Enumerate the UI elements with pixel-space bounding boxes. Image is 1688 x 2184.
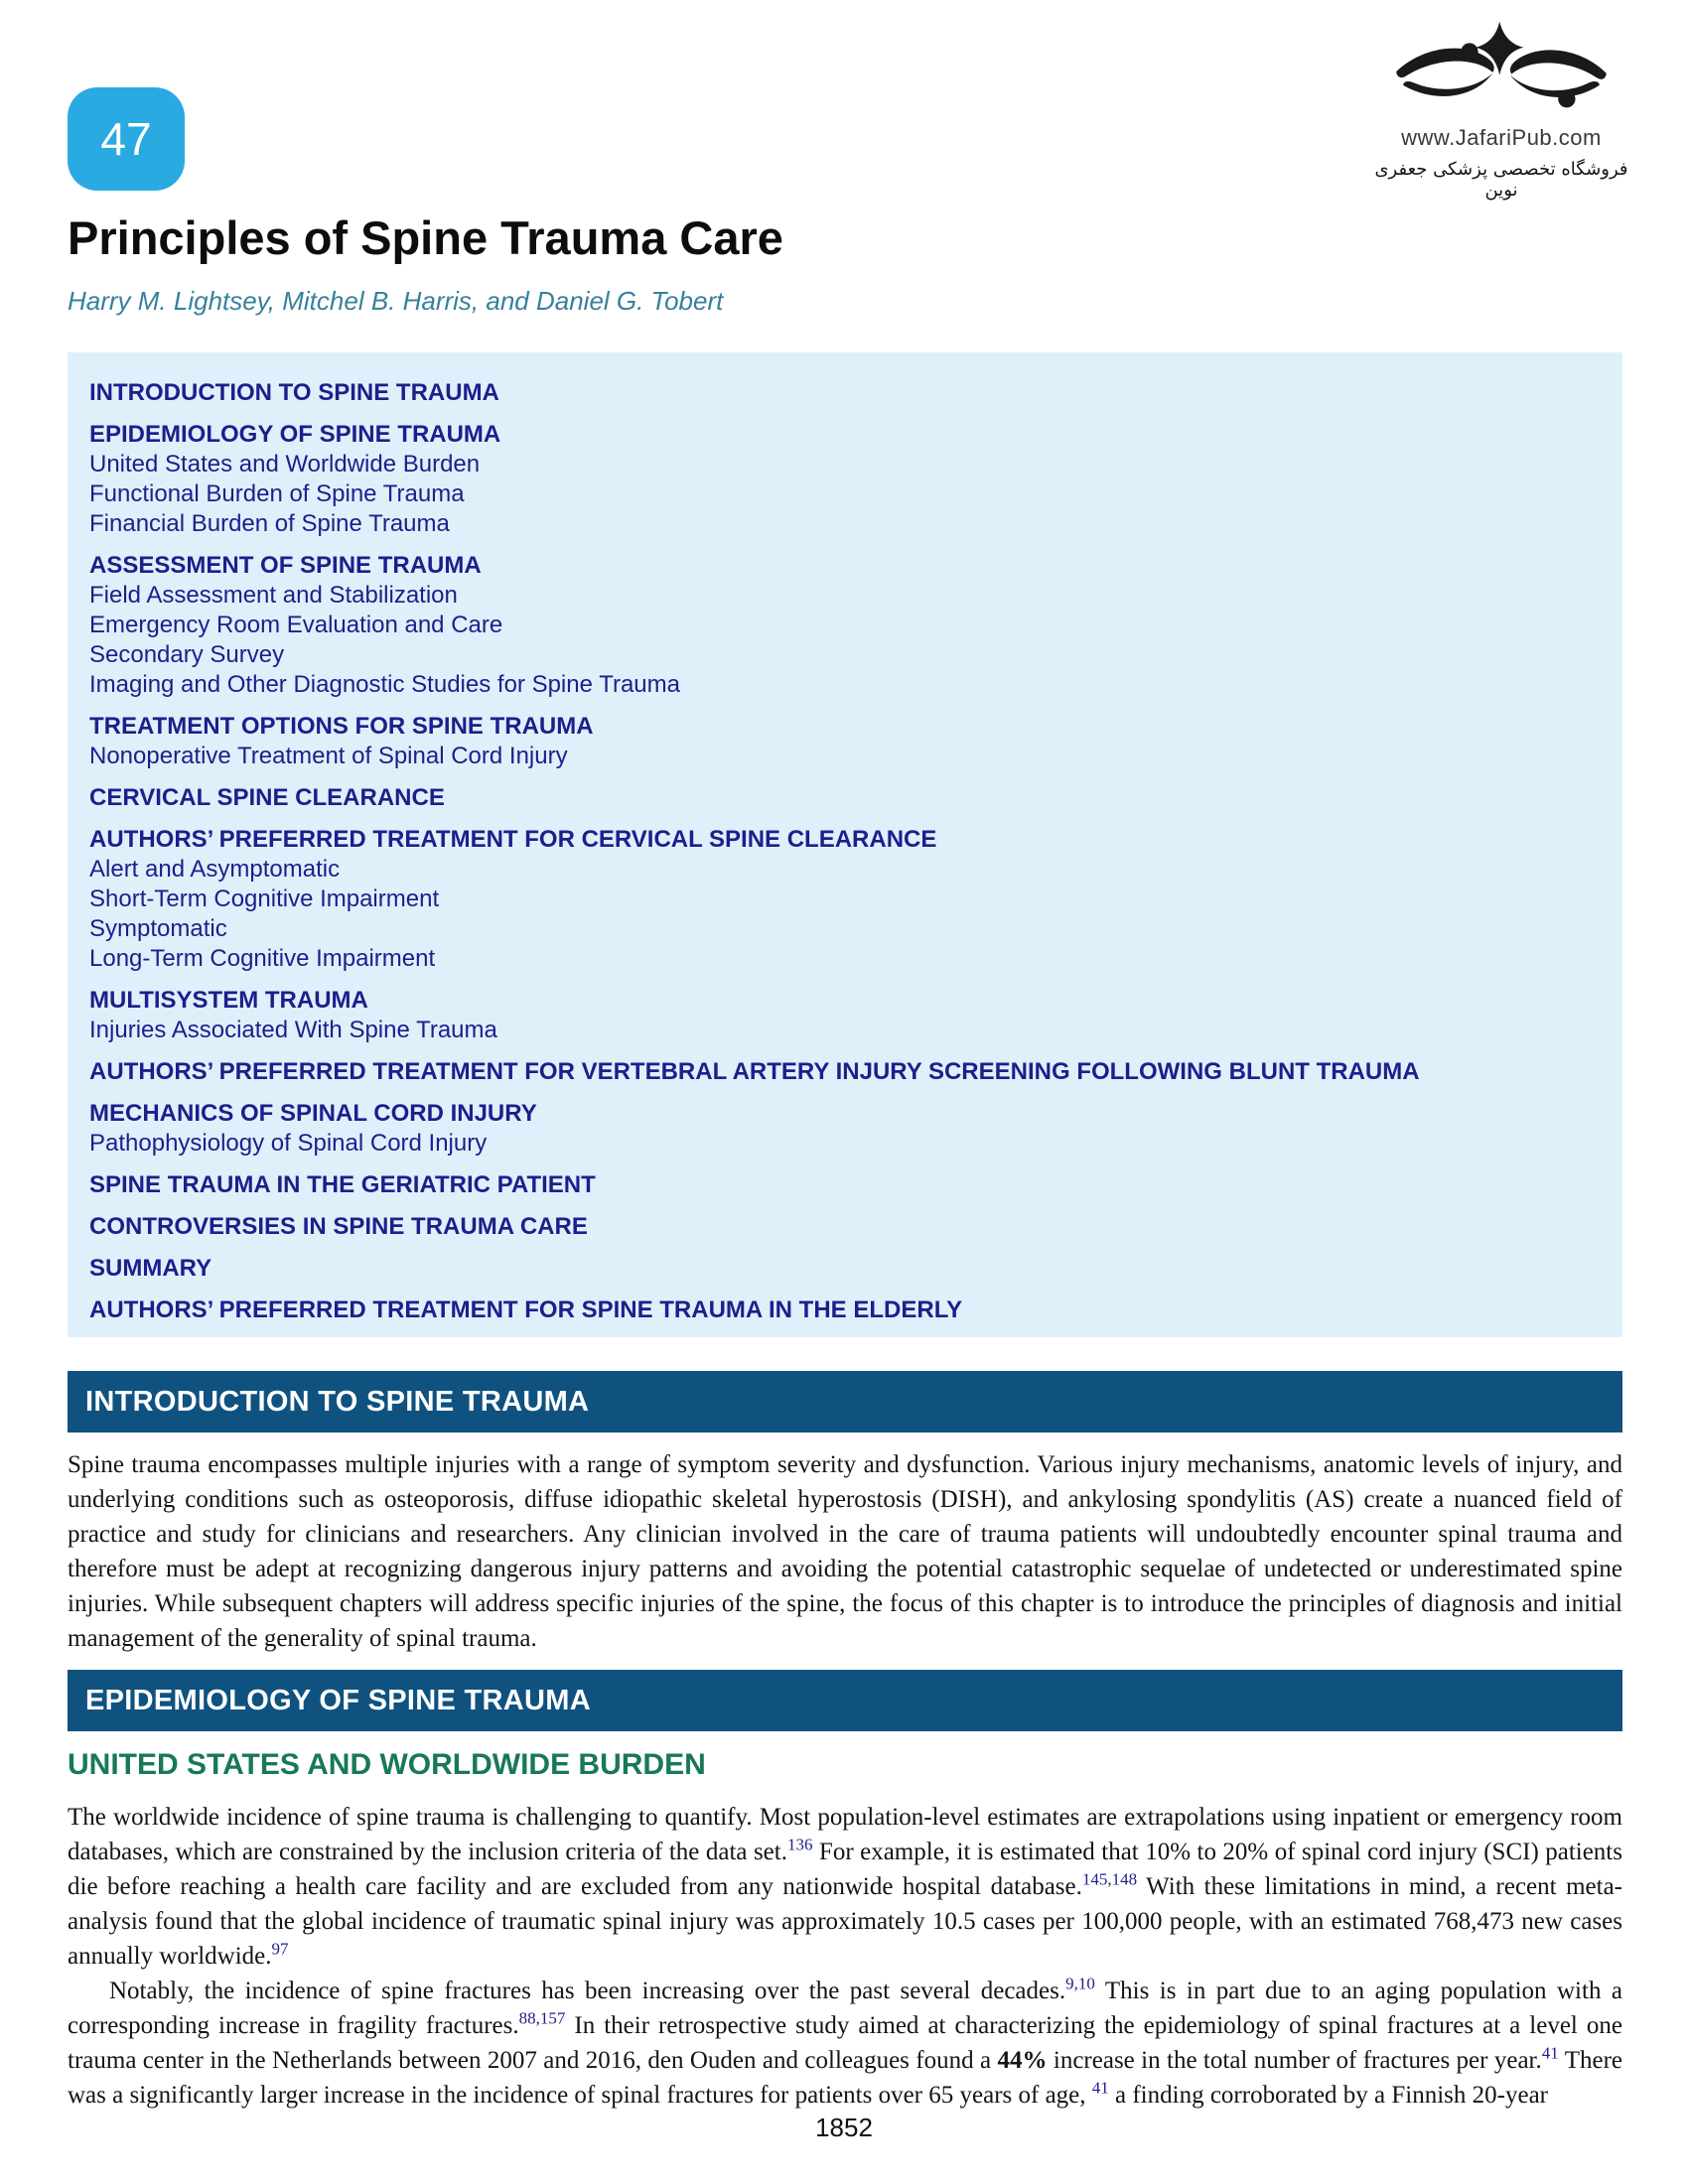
toc-heading: CONTROVERSIES IN SPINE TRAUMA CARE [89,1213,588,1240]
toc-heading: SPINE TRAUMA IN THE GERIATRIC PATIENT [89,1171,596,1198]
toc-group [89,1057,1601,1087]
text-run: The worldwide incidence of spine trauma is challenging to quantify. Most population-level estimates are extrapolations using inpatient or emergency room databases, which are constrained by the inclusion criteria of the data set. [68,1804,1622,1865]
publisher-website-link[interactable]: www.JafariPub.com [1401,125,1602,150]
toc-item: Injuries Associated With Spine Trauma [89,1017,497,1043]
toc-item: Financial Burden of Spine Trauma [89,510,450,537]
toc-group [89,551,1601,700]
section-header-bar [68,1371,1622,1433]
publisher-logo-block [1372,20,1630,201]
chapter-number-badge [68,87,185,191]
paragraph [68,1447,1622,1656]
subsection-heading: UNITED STATES AND WORLDWIDE BURDEN [68,1748,706,1781]
toc-heading: INTRODUCTION TO SPINE TRAUMA [89,379,499,406]
text-run: In their retrospective study aimed at characterizing the epidemiology of spinal fractures at a level one trauma center in the Netherlands between 2007 and 2016, den Ouden and colleagues found a [68,2012,1622,2074]
toc-item: Emergency Room Evaluation and Care [89,612,503,638]
authors-line: Harry M. Lightsey, Mitchel B. Harris, and Daniel G. Tobert [68,286,724,316]
chapter-number: 47 [100,113,152,165]
chapter-outline-box [68,352,1622,1337]
reference-link[interactable]: 9,10 [1065,1974,1095,1993]
toc-group [89,1254,1601,1284]
page-number: 1852 [815,2113,873,2142]
toc-heading: MECHANICS OF SPINAL CORD INJURY [89,1100,537,1127]
toc-item: Field Assessment and Stabilization [89,582,458,609]
toc-heading: TREATMENT OPTIONS FOR SPINE TRAUMA [89,713,594,740]
toc-item: Alert and Asymptomatic [89,856,341,883]
text-run: Notably, the incidence of spine fractures has been increasing over the past several decades. [109,1978,1066,2004]
reference-link[interactable]: 136 [786,1835,813,1854]
text-run: There was a significantly larger increase in the incidence of spinal fractures for patients over 65 years of age, [68,2047,1622,2109]
text-run: 44% [997,2047,1048,2074]
toc-heading: ASSESSMENT OF SPINE TRAUMA [89,552,482,579]
toc-group [89,986,1601,1045]
toc-item: Symptomatic [89,915,227,942]
toc-item: Long-Term Cognitive Impairment [89,945,436,972]
toc-group [89,1099,1601,1159]
toc-heading: SUMMARY [89,1255,212,1282]
toc-heading: AUTHORS’ PREFERRED TREATMENT FOR VERTEBRAL ARTERY INJURY SCREENING FOLLOWING BLUNT TRAUMA [89,1058,1420,1085]
reference-link[interactable]: 41 [1091,2078,1109,2098]
reference-link[interactable]: 97 [271,1939,289,1959]
toc-item: Functional Burden of Spine Trauma [89,480,465,507]
section-header-label: INTRODUCTION TO SPINE TRAUMA [85,1385,590,1418]
jafaripub-calligraphy-logo-icon [1388,20,1615,123]
text-run: This is in part due to an aging population with a corresponding increase in fragility fractures. [68,1978,1622,2039]
paragraph [68,1974,1622,2113]
text-run: a finding corroborated by a Finnish 20-year [1108,2082,1549,2109]
section-header-label: EPIDEMIOLOGY OF SPINE TRAUMA [85,1684,591,1716]
toc-item: Pathophysiology of Spinal Cord Injury [89,1130,488,1157]
paragraph [68,1800,1622,1974]
toc-heading: CERVICAL SPINE CLEARANCE [89,784,445,811]
text-run: For example, it is estimated that 10% to 20% of spinal cord injury (SCI) patients die before reaching a health care facility and are excluded from any nationwide hospital database. [68,1839,1622,1900]
toc-item: Nonoperative Treatment of Spinal Cord Injury [89,743,568,769]
toc-item: United States and Worldwide Burden [89,451,481,478]
toc-heading: MULTISYSTEM TRAUMA [89,987,368,1014]
toc-group [89,825,1601,974]
toc-heading: EPIDEMIOLOGY OF SPINE TRAUMA [89,421,501,448]
text-run: Spine trauma encompasses multiple injuries with a range of symptom severity and dysfunction. Various injury mechanisms, anatomic levels of injury, and underlying conditions such as osteoporosis, diffuse idiopathic skeletal hyperostosis (DISH), and ankylosing spondylitis (AS) create a nuanced field of practice and study for clinicians and researchers. Any clinician involved in the care of trauma patients will undoubtedly encounter spinal trauma and therefore must be adept at recognizing dangerous injury patterns and avoiding the potential catastrophic sequelae of undetected or underestimated spine injuries. While subsequent chapters will address specific injuries of the spine, the focus of this chapter is to introduce the principles of diagnosis and initial management of the generality of spinal trauma. [68,1451,1622,1652]
reference-link[interactable]: 41 [1541,2043,1559,2063]
toc-group [89,1170,1601,1200]
toc-item: Imaging and Other Diagnostic Studies for Spine Trauma [89,671,680,698]
toc-group [89,712,1601,771]
toc-item: Short-Term Cognitive Impairment [89,886,440,912]
toc-heading: AUTHORS’ PREFERRED TREATMENT FOR CERVICAL SPINE CLEARANCE [89,826,937,853]
toc-group [89,1212,1601,1242]
text-run: increase in the total number of fractures per year. [1047,2047,1542,2074]
toc-group [89,378,1601,408]
toc-group [89,783,1601,813]
reference-link[interactable]: 88,157 [518,2008,566,2028]
chapter-title: Principles of Spine Trauma Care [68,211,783,264]
toc-heading: AUTHORS’ PREFERRED TREATMENT FOR SPINE TRAUMA IN THE ELDERLY [89,1297,963,1323]
publisher-tagline: فروشگاه تخصصی پزشکی جعفری نوین [1374,159,1628,201]
toc-group [89,420,1601,539]
toc-group [89,1296,1601,1325]
text-run: With these limitations in mind, a recent meta-analysis found that the global incidence of traumatic spinal injury was approximately 10.5 cases per 100,000 people, with an estimated 768,473 new cases annually worldwide. [68,1873,1622,1970]
reference-link[interactable]: 145,148 [1081,1869,1138,1889]
section-header-bar [68,1670,1622,1731]
toc-item: Secondary Survey [89,641,285,668]
sections [68,1371,1622,2113]
